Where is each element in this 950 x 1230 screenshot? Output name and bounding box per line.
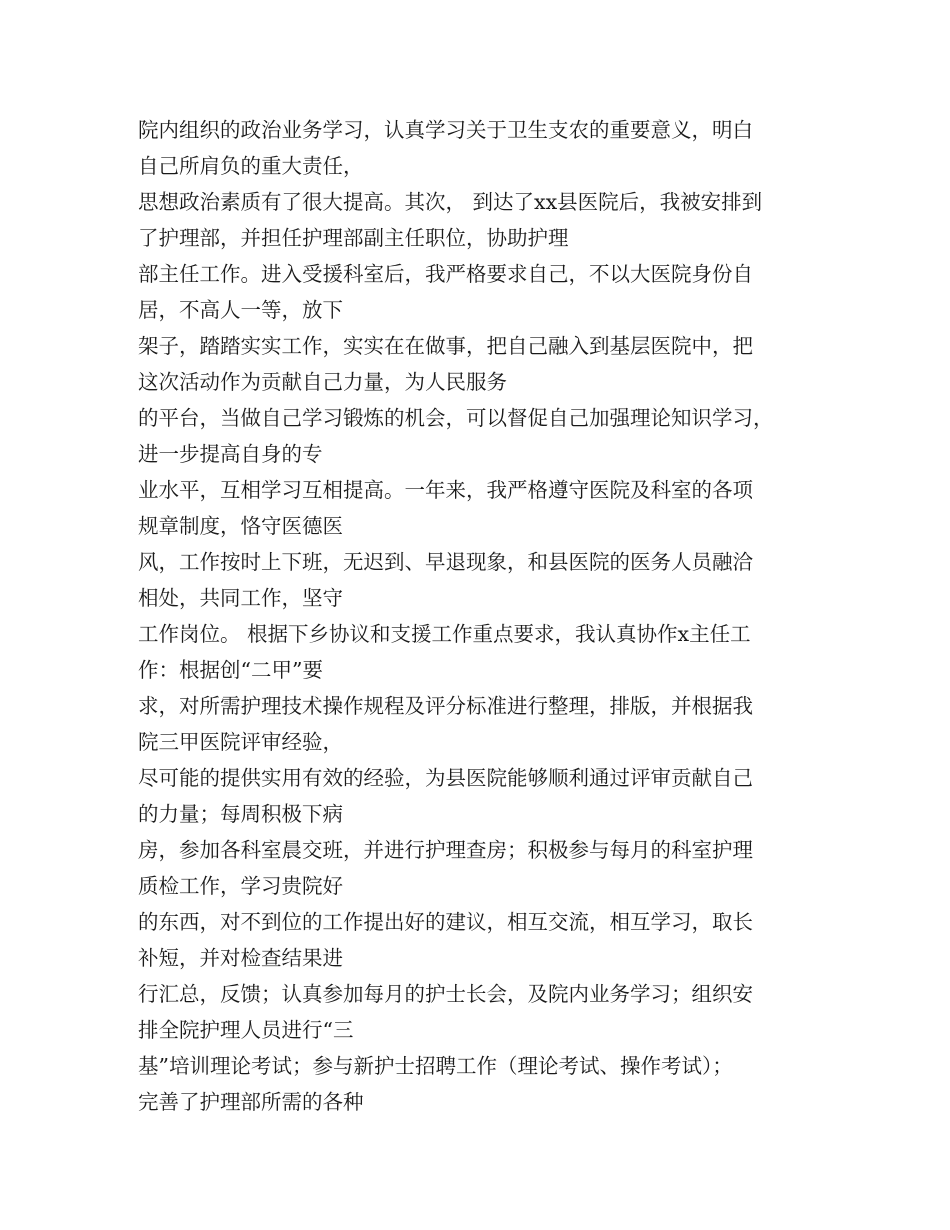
- text-line: 作：根据创“二甲”要: [138, 658, 323, 682]
- text-line: 业水平，互相学习互相提高。一年来，我严格遵守医院及科室的各项: [138, 478, 753, 502]
- text-line: 质检工作，学习贵院好: [138, 874, 343, 898]
- text-line: 求，对所需护理技术操作规程及评分标准进行整理，排版，并根据我: [138, 694, 753, 718]
- text-line: 自己所肩负的重大责任，: [138, 154, 364, 178]
- text-line: 架子，踏踏实实工作，实实在在做事，把自己融入到基层医院中，把: [138, 334, 753, 358]
- text-line: 规章制度，恪守医德医: [138, 514, 343, 538]
- text-line: 相处，共同工作，坚守: [138, 586, 343, 610]
- text-line: 这次活动作为贡献自己力量，为人民服务: [138, 370, 507, 394]
- text-line: 院三甲医院评审经验，: [138, 730, 343, 754]
- text-line: 院内组织的政治业务学习，认真学习关于卫生支农的重要意义，明白: [138, 118, 753, 142]
- text-line: 的平台，当做自己学习锻炼的机会，可以督促自己加强理论知识学习，: [138, 406, 774, 430]
- text-line: 风，工作按时上下班，无迟到、早退现象，和县医院的医务人员融洽: [138, 550, 753, 574]
- text-line: 补短，并对检查结果进: [138, 946, 343, 970]
- document-body: [138, 112, 838, 1120]
- text-line: 工作岗位。 根据下乡协议和支援工作重点要求，我认真协作x主任工: [138, 622, 751, 646]
- text-line: 完善了护理部所需的各种: [138, 1090, 364, 1114]
- text-line: 排全院护理人员进行“三: [138, 1018, 354, 1042]
- text-line: 房，参加各科室晨交班，并进行护理查房；积极参与每月的科室护理: [138, 838, 753, 862]
- text-line: 行汇总，反馈；认真参加每月的护士长会，及院内业务学习；组织安: [138, 982, 753, 1006]
- text-line: 居，不高人一等，放下: [138, 298, 343, 322]
- text-line: 的力量；每周积极下病: [138, 802, 343, 826]
- text-line: 进一步提高自身的专: [138, 442, 323, 466]
- text-line: 尽可能的提供实用有效的经验，为县医院能够顺利通过评审贡献自己: [138, 766, 753, 790]
- text-line: 思想政治素质有了很大提高。其次， 到达了xx县医院后，我被安排到: [138, 190, 763, 214]
- text-line: 了护理部，并担任护理部副主任职位，协助护理: [138, 226, 569, 250]
- text-line: 部主任工作。进入受援科室后，我严格要求自己，不以大医院身份自: [138, 262, 753, 286]
- text-line: 的东西，对不到位的工作提出好的建议，相互交流，相互学习，取长: [138, 910, 753, 934]
- text-line: 基”培训理论考试；参与新护士招聘工作（理论考试、操作考试）；: [138, 1054, 733, 1078]
